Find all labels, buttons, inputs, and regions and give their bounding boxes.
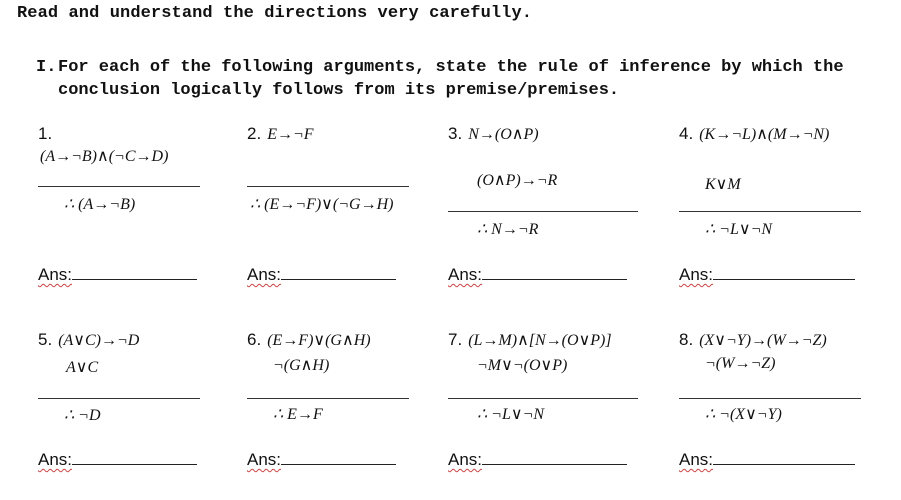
- conclusion-divider: [38, 398, 200, 399]
- answer-label: Ans:: [679, 450, 714, 469]
- problem-number: 5.: [38, 330, 53, 349]
- conclusion: ∴ E→F: [273, 406, 323, 423]
- premise-2: K∨M: [705, 176, 741, 193]
- premise-1: N→(O∧P): [468, 126, 539, 143]
- premise-1: E→¬F: [267, 126, 314, 143]
- problem-number: 4.: [679, 124, 694, 143]
- answer-label: Ans:: [247, 265, 282, 284]
- premise-2: (O∧P)→¬R: [477, 172, 558, 189]
- premise-1: (X∨¬Y)→(W→¬Z): [699, 332, 827, 349]
- answer-field[interactable]: [448, 265, 627, 285]
- conclusion-divider: [247, 186, 409, 187]
- answer-field[interactable]: [247, 265, 396, 285]
- problem-line-1: [679, 124, 829, 144]
- problem-line-1: [448, 124, 539, 144]
- problem-number: 6.: [247, 330, 262, 349]
- answer-label: Ans:: [679, 265, 714, 284]
- problem-line-1: [247, 330, 371, 350]
- answer-field[interactable]: [448, 450, 627, 470]
- problem-number: 8.: [679, 330, 694, 349]
- conclusion: ∴ (E→¬F)∨(¬G→H): [250, 196, 394, 213]
- answer-field[interactable]: [247, 450, 396, 470]
- conclusion: ∴ ¬D: [64, 407, 101, 424]
- premise-1: (K→¬L)∧(M→¬N): [699, 126, 830, 143]
- answer-blank[interactable]: [281, 450, 396, 465]
- problem-number: 3.: [448, 124, 463, 143]
- answer-field[interactable]: [38, 265, 197, 285]
- answer-blank[interactable]: [281, 265, 396, 280]
- answer-blank[interactable]: [482, 450, 627, 465]
- premise-2: A∨C: [66, 359, 99, 376]
- answer-blank[interactable]: [72, 265, 197, 280]
- premise-2: ¬(W→¬Z): [705, 355, 776, 372]
- answer-blank[interactable]: [72, 450, 197, 465]
- problem-number: 1.: [38, 124, 53, 143]
- section-number: I.: [36, 58, 57, 77]
- answer-field[interactable]: [38, 450, 197, 470]
- problem-line-1: [38, 330, 139, 350]
- answer-blank[interactable]: [713, 265, 855, 280]
- conclusion-divider: [448, 211, 638, 212]
- premise-1: (A∨C)→¬D: [58, 332, 140, 349]
- conclusion-divider: [247, 398, 409, 399]
- answer-blank[interactable]: [713, 450, 855, 465]
- answer-label: Ans:: [247, 450, 282, 469]
- conclusion-divider: [679, 211, 861, 212]
- conclusion-divider: [38, 186, 200, 187]
- answer-blank[interactable]: [482, 265, 627, 280]
- conclusion-divider: [448, 398, 638, 399]
- answer-field[interactable]: [679, 450, 855, 470]
- problem-line-1: [448, 330, 612, 350]
- conclusion: ∴ ¬L∨¬N: [705, 221, 773, 238]
- premise-2: ¬(G∧H): [273, 357, 330, 374]
- conclusion: ∴ ¬L∨¬N: [477, 406, 545, 423]
- answer-field[interactable]: [679, 265, 855, 285]
- problem-line-1: [679, 330, 827, 350]
- problem-number: 2.: [247, 124, 262, 143]
- premise-2: ¬M∨¬(O∨P): [477, 357, 568, 374]
- premise-1: (A→¬B)∧(¬C→D): [40, 148, 169, 165]
- answer-label: Ans:: [38, 450, 73, 469]
- instruction-line-2: conclusion logically follows from its premise/premises.: [58, 81, 620, 100]
- conclusion: ∴ N→¬R: [477, 221, 539, 238]
- answer-label: Ans:: [448, 265, 483, 284]
- problem-line-1: [247, 124, 314, 144]
- page-heading: Read and understand the directions very carefully.: [17, 4, 533, 23]
- problem-number: 7.: [448, 330, 463, 349]
- conclusion: ∴ (A→¬B): [64, 196, 136, 213]
- premise-1: (E→F)∨(G∧H): [267, 332, 371, 349]
- instruction-line-1: For each of the following arguments, state the rule of inference by which the: [58, 58, 844, 77]
- instructions: [36, 56, 856, 102]
- premise-1: (L→M)∧[N→(O∨P)]: [468, 332, 612, 349]
- answer-label: Ans:: [448, 450, 483, 469]
- answer-label: Ans:: [38, 265, 73, 284]
- conclusion: ∴ ¬(X∨¬Y): [705, 406, 782, 423]
- conclusion-divider: [679, 398, 861, 399]
